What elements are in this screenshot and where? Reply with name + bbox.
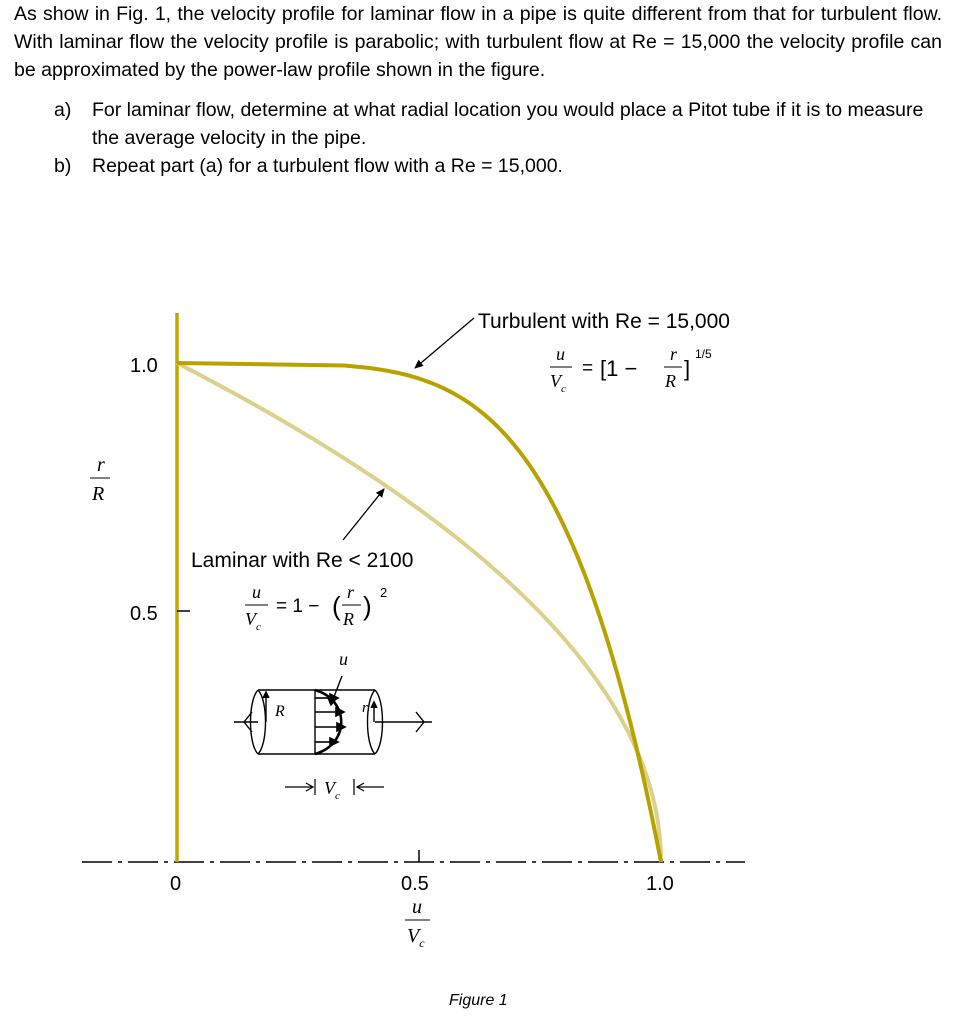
x-tick-label-0: 0 (170, 873, 182, 895)
profile-arrowhead-3 (337, 723, 345, 731)
profile-arrowhead-1 (330, 694, 338, 702)
turbulent-eq-close: ] (684, 356, 691, 381)
laminar-eq-rparen: ) (363, 591, 372, 621)
turbulent-label: Turbulent with Re = 15,000 (478, 310, 730, 333)
laminar-eq-frac-num: r (347, 582, 355, 602)
turbulent-eq-equals: = (582, 358, 594, 379)
profile-arrowhead-2 (336, 708, 344, 716)
part-a-label: a) (54, 99, 72, 121)
x-axis-label-den-V: V (407, 925, 420, 947)
turbulent-eq-open: [1 − (600, 356, 638, 381)
laminar-eq-lhs-den-sub: c (256, 621, 261, 633)
turbulent-eq-exp: 1/5 (695, 347, 712, 361)
turbulent-eq-lhs-den (550, 371, 566, 395)
radius-r-arrowhead (371, 702, 377, 708)
x-tick-label-05: 0.5 (401, 873, 429, 895)
laminar-label: Laminar with Re < 2100 (191, 549, 414, 572)
turbulent-pointer-arrow (415, 318, 474, 368)
inset-u-label: u (339, 649, 348, 669)
inset-vc-V: V (324, 778, 335, 798)
x-axis-label-num: u (412, 896, 422, 918)
y-tick-label-05: 0.5 (130, 603, 158, 625)
turbulent-eq-frac-num: r (670, 344, 678, 364)
part-b-text: Repeat part (a) for a turbulent flow with a Re = 15,000. (92, 155, 563, 177)
inset-vc-sub: c (335, 790, 340, 802)
y-axis-label-num: r (97, 454, 105, 476)
x-axis-label-den-sub: c (419, 936, 425, 950)
y-axis-label-den: R (92, 483, 105, 505)
laminar-pointer-arrow (343, 489, 384, 540)
turbulent-eq-lhs-den-V: V (550, 371, 561, 391)
problem-intro: As show in Fig. 1, the velocity profile for laminar flow in a pipe is quite different from that for turbulent flow. With laminar flow the velocity profile is parabolic; with turbulent flow at Re = 15,000 the velocity profile can be approximated by the power-law profile shown in the figure. (14, 3, 942, 81)
radius-R-arrowhead (263, 692, 269, 698)
x-tick-label-1: 1.0 (646, 873, 674, 895)
turbulent-eq-lhs-num: u (556, 344, 565, 364)
laminar-eq-lhs-den (245, 609, 261, 633)
laminar-eq-lhs-num: u (252, 582, 261, 602)
laminar-eq-frac-den: R (343, 609, 354, 629)
inset-r-label: r (362, 700, 368, 716)
part-b-label: b) (54, 155, 72, 177)
laminar-eq-rhs: = 1 − (276, 596, 320, 617)
turbulent-eq-frac-den: R (665, 371, 676, 391)
part-a-text: For laminar flow, determine at what radial location you would place a Pitot tube if it is to measure the average velocity in the pipe. (92, 99, 924, 149)
y-tick-label-1: 1.0 (130, 355, 158, 377)
inset-R-label: R (275, 703, 285, 720)
laminar-eq-exp: 2 (380, 585, 388, 600)
laminar-eq-lhs-den-V: V (245, 609, 256, 629)
turbulent-eq-lhs-den-sub: c (561, 383, 566, 395)
x-axis-label-den (407, 925, 425, 950)
pipe-left-end-back (258, 690, 266, 754)
figure-caption: Figure 1 (449, 992, 508, 1009)
laminar-eq-lparen: ( (332, 591, 341, 621)
inset-vc-label (324, 778, 340, 802)
